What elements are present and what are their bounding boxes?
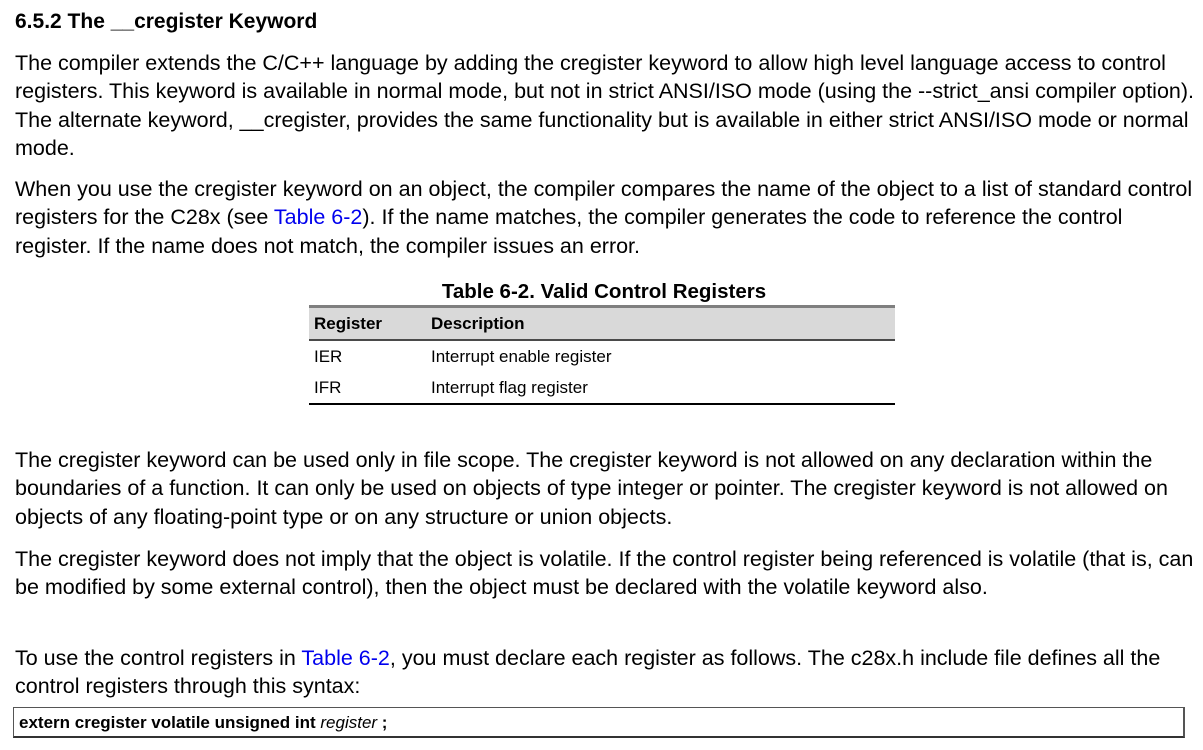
syntax-code-box <box>13 707 1185 738</box>
paragraph-text: ). If the name matches, the compiler generates the code to reference the control register. If the name does not match, the compiler issues an error. <box>15 205 1123 258</box>
control-registers-table <box>309 305 895 405</box>
table-row <box>309 372 895 404</box>
paragraph-declaration <box>15 644 1195 701</box>
paragraph-name-matching <box>15 175 1195 260</box>
register-cell: IER <box>314 346 343 366</box>
code-placeholder-register: register <box>320 713 378 732</box>
section-heading: 6.5.2 The __cregister Keyword <box>15 10 318 33</box>
paragraph-volatile: The cregister keyword does not imply that the object is volatile. If the control register being referenced is volatile (that is, can be modified by some external control), then the object must be declared with the volatile keyword also. <box>15 547 1194 600</box>
paragraph-text: To use the control registers in <box>15 646 302 670</box>
code-keywords: extern cregister volatile unsigned int <box>19 713 316 732</box>
column-header-register: Register <box>309 307 426 341</box>
description-cell: Interrupt flag register <box>426 372 895 404</box>
code-terminator: ; <box>377 713 388 732</box>
description-cell: Interrupt enable register <box>431 346 612 366</box>
table-6-2-link[interactable]: Table 6-2 <box>273 205 363 230</box>
paragraph-text: , you must declare each register as follows. The c28x.h include file defines all the control registers through this syntax: <box>15 646 1161 699</box>
paragraph-text: When you use the cregister keyword on an object, the compiler compares the name of the object to a list of standard control registers for the C28x (see <box>15 177 1193 230</box>
table-row <box>309 340 895 372</box>
control-registers-table-block <box>309 279 895 405</box>
table-6-2-link[interactable]: Table 6-2 <box>301 646 390 670</box>
column-header-description: Description <box>426 307 895 341</box>
paragraph-intro: The compiler extends the C/C++ language by adding the cregister keyword to allow high level language access to control registers. This keyword is available in normal mode, but not in strict ANSI/ISO mode (using the --strict_ansi compiler option). The alternate keyword, __cregister, provides the same functionality but is available in either strict ANSI/ISO mode or normal mode. <box>15 51 1195 160</box>
table-header-row <box>309 307 895 341</box>
register-cell: IFR <box>309 372 426 404</box>
table-caption: Table 6-2. Valid Control Registers <box>441 280 767 303</box>
document-page <box>15 8 1195 732</box>
paragraph-file-scope: The cregister keyword can be used only in file scope. The cregister keyword is not allowed on any declaration within the boundaries of a function. It can only be used on objects of type integer or pointer. The cregister keyword is not allowed on objects of any floating-point type or on any structure or union objects. <box>15 448 1168 529</box>
